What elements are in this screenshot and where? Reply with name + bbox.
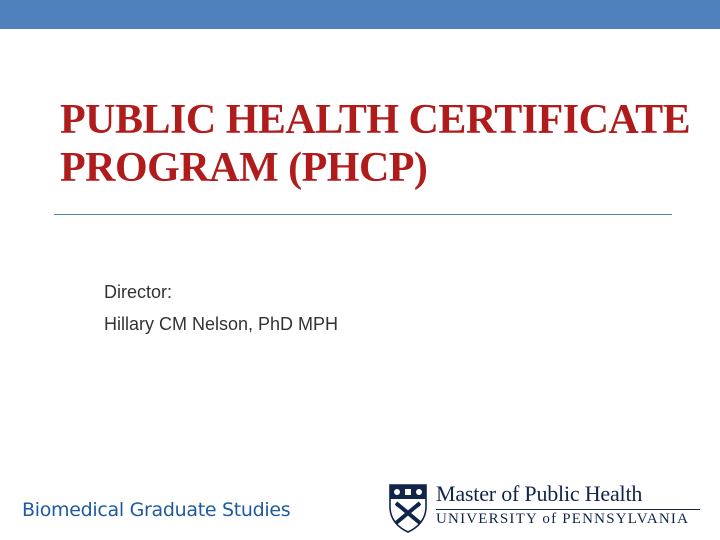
- logo-divider: [436, 509, 700, 510]
- top-accent-bar: [0, 0, 720, 29]
- slide-title-line-2: PROGRAM (PHCP): [60, 145, 428, 191]
- slide-body: [104, 276, 338, 340]
- director-label: Director:: [104, 282, 173, 302]
- logo-title: Master of Public Health: [436, 481, 643, 506]
- penn-shield-icon: [388, 483, 428, 533]
- slide-title-line-1: PUBLIC HEALTH CERTIFICATE: [60, 97, 691, 143]
- slide-title: [60, 96, 690, 192]
- penn-mph-logo: [388, 483, 704, 533]
- logo-subtitle: UNIVERSITY of PENNSYLVANIA: [436, 511, 690, 527]
- footer-department-text: Biomedical Graduate Studies: [22, 499, 291, 521]
- title-divider: [54, 214, 672, 215]
- director-name: Hillary CM Nelson, PhD MPH: [104, 314, 339, 334]
